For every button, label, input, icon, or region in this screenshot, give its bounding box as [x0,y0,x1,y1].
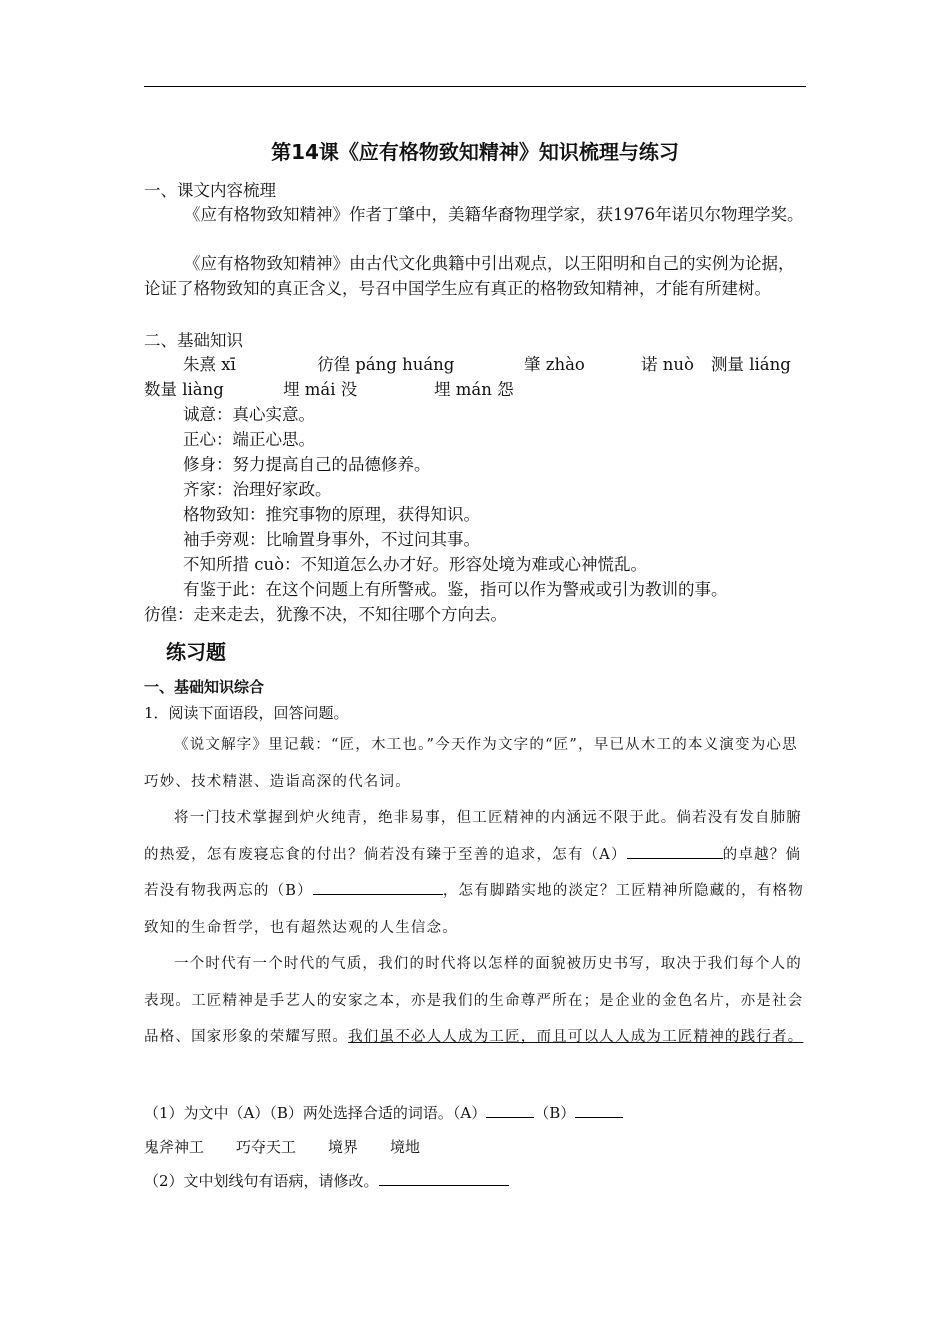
word-option: 境界 [328,1138,359,1156]
passage-text: 的卓越？倘若没有物我两忘的（B） [144,846,802,900]
pinyin-term: 肇 zhào [524,355,585,374]
exercises-title: 练习题 [166,640,226,664]
word-option: 巧夺天工 [236,1138,297,1156]
definition-item: 不知所措 cuò：不知道怎么办才好。形容处境为难或心神慌乱。 [183,555,648,574]
definition-item: 齐家：治理好家政。 [183,480,332,499]
passage-paragraph-1 [144,727,808,800]
passage-text: 《说文解字》里记载：“匠，木工也。”今天作为文字的“匠”，早已从木工的本义演变为心思巧妙、技术精湛、造诣高深的代名词。 [144,737,798,790]
pinyin-term: 数量 liàng [144,380,224,399]
definition-item: 修身：努力提高自己的品德修养。 [183,455,431,474]
paragraph-author: 《应有格物致知精神》作者丁肇中，美籍华裔物理学家，获1976年诺贝尔物理学奖。 [184,205,804,224]
exercises-subheading: 一、基础知识综合 [144,678,265,696]
answer-blank-1b[interactable] [575,1103,623,1118]
header-rule [144,86,806,87]
definition-item: 格物致知：推究事物的原理，获得知识。 [183,505,480,524]
passage-paragraph-2 [144,800,808,946]
word-option: 境地 [390,1138,421,1156]
definition-item: 彷徨：走来走去，犹豫不决，不知往哪个方向去。 [144,605,507,624]
pinyin-term: 朱熹 xī [183,355,236,374]
sub-question-2 [144,1170,509,1191]
answer-blank-2[interactable] [379,1171,509,1186]
question-1-prompt: 1．阅读下面语段，回答问题。 [144,704,349,722]
pinyin-term: 诺 nuò [641,355,694,374]
passage-text: 一个时代有一个时代的气质，我们的时代将以怎样的面貌被历史书写，取决于我们每个人的表现。工匠精神是手艺人的安家之本，亦是我们的生命尊严所在；是企业的金色名片，亦是社会品格、国家形象的荣耀写照。 [144,956,804,1046]
word-options [144,1136,452,1157]
word-option: 鬼斧神工 [144,1138,205,1156]
sub-question-text: （B） [534,1104,576,1122]
section-heading-content: 一、课文内容梳理 [144,181,276,200]
pinyin-term: 埋 mán 怨 [434,380,514,399]
definition-item: 袖手旁观：比喻置身事外，不过问其事。 [183,530,480,549]
sub-question-text: （2）文中划线句有语病，请修改。 [144,1172,379,1190]
paragraph-summary: 《应有格物致知精神》由古代文化典籍中引出观点，以王阳明和自己的实例为论据，论证了格物致知的真正含义，号召中国学生应有真正的格物致知精神，才能有所建树。 [144,254,795,298]
underlined-sentence: 我们虽不必人人成为工匠，而且可以人人成为工匠精神的践行者。 [348,1029,804,1046]
definition-item: 诚意：真心实意。 [183,405,315,424]
answer-blank-a[interactable] [627,844,723,859]
definition-item: 正心：端正心思。 [183,430,315,449]
definition-item: 有鉴于此：在这个问题上有所警戒。鉴，指可以作为警戒或引为教训的事。 [183,580,728,599]
answer-blank-b[interactable] [313,880,443,895]
sub-question-text: （1）为文中（A）（B）两处选择合适的词语。（A） [144,1104,487,1122]
passage-paragraph-3 [144,946,808,1056]
pinyin-term: 测量 liáng [711,355,791,374]
pinyin-term: 彷徨 páng huáng [317,355,455,374]
passage-text: ，怎有脚踏实地的淡定？工匠精神所隐藏的，有格物致知的生命哲学，也有超然达观的人生信念。 [144,883,804,936]
pinyin-term: 埋 mái 没 [283,380,358,399]
page-title: 第14课《应有格物致知精神》知识梳理与练习 [271,140,679,164]
sub-question-1 [144,1102,623,1123]
answer-blank-1a[interactable] [486,1103,534,1118]
passage-text: 将一门技术掌握到炉火纯青，绝非易事，但工匠精神的内涵远不限于此。倘若没有发自肺腑的热爱，怎有废寝忘食的付出？倘若没有臻于至善的追求，怎有（A） [144,810,802,863]
section-heading-basics: 二、基础知识 [144,331,243,350]
